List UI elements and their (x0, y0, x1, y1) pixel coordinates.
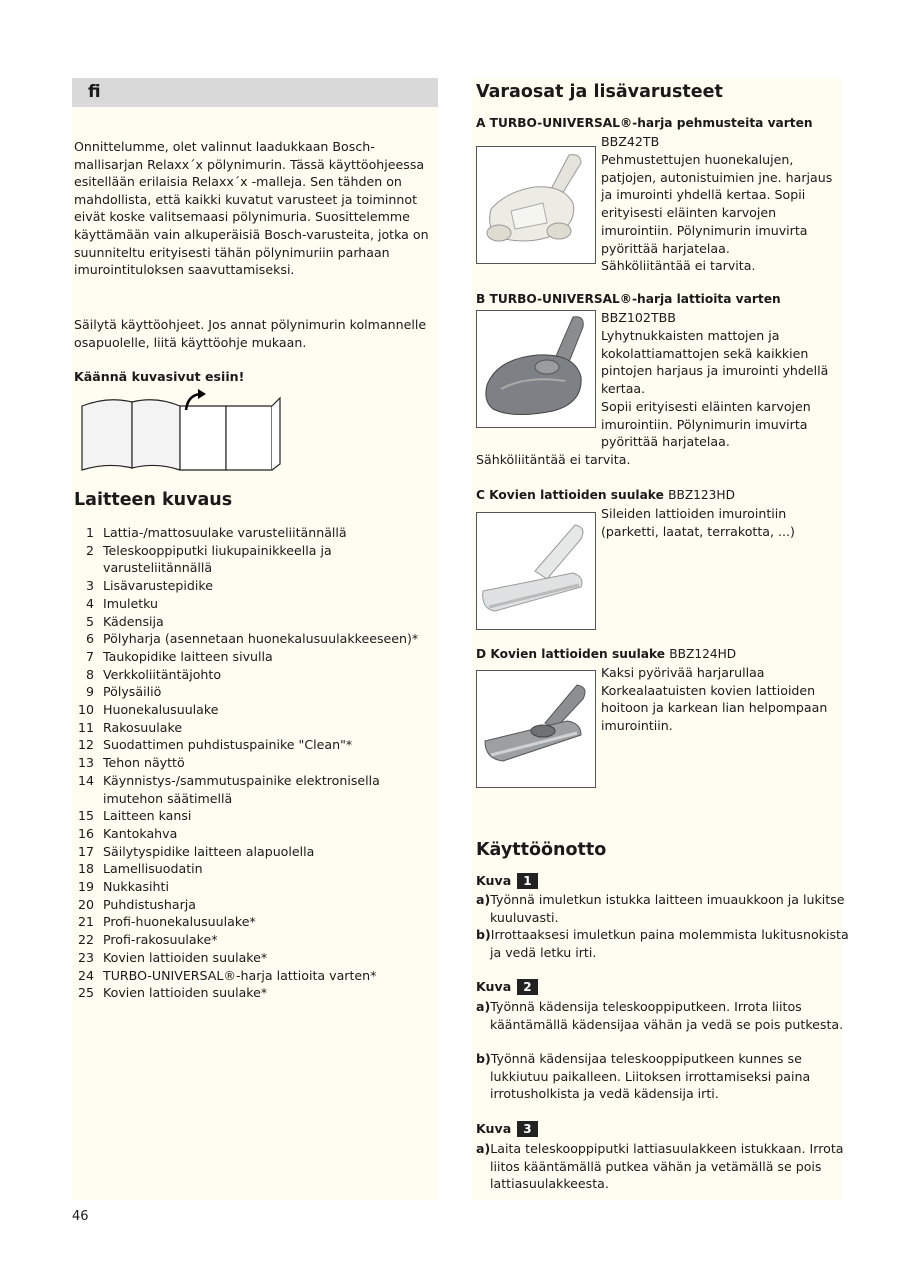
accessory-b-text: Lyhytnukkaisten mattojen ja kokolattiamattojen sekä kaikkien pintojen harjaus ja imurointi yhdellä kertaa. (601, 328, 829, 397)
list-item: 2 Teleskooppiputki liukupainikkeella ja varusteliitännällä (85, 542, 332, 576)
figure-label-text: Kuva (476, 979, 512, 994)
accessory-d-code: BBZ124HD (669, 647, 737, 661)
accessory-d-heading (476, 647, 736, 661)
hard-floor-nozzle-image (476, 512, 596, 630)
figure-2-step-a: a)Työnnä kädensija teleskooppiputkeen. Irrota liitos kääntämällä kädensijaa vähän ja vedä se pois putkesta. (476, 999, 844, 1032)
language-code: fi (88, 82, 101, 102)
accessory-b-text-2: Sopii erityisesti eläinten karvojen imurointiin. Pölynimurin imuvirta pyörittää harjatelaa. (601, 399, 811, 450)
upholstery-brush-image (476, 146, 596, 264)
accessory-c-heading (476, 488, 735, 502)
list-item: 19 Nukkasihti (77, 879, 169, 895)
figure-label-text: Kuva (476, 1121, 512, 1136)
accessory-c-text: Sileiden lattioiden imurointiin (parketti, laatat, terrakotta, ...) (601, 506, 795, 539)
description-title: Laitteen kuvaus (74, 490, 233, 510)
language-bar (72, 78, 438, 107)
intro-paragraph-1: Onnittelumme, olet valinnut laadukkaan Bosch-mallisarjan Relaxx´x pölynimurin. Tässä käyttöohjeessa esitellään erilaisia Relaxx´x -malleja. Sen tähden on mahdollista, että kaikki kuvatut varusteet ja toiminnot eivät koske valitsemaasi pölynimuria. Suosittelemme käyttämään vain alkuperäisiä Bosch-varusteita, jotka on suunniteltu erityisesti tähän pölynimuriin parhaan imurointituloksen saavuttamiseksi. (74, 139, 429, 278)
list-item: 17 Säilytyspidike laitteen alapuolella (77, 843, 315, 859)
figure-2-number: 2 (517, 979, 537, 995)
list-item: 15 Laitteen kansi (77, 808, 192, 824)
accessory-c-code: BBZ123HD (668, 488, 735, 502)
accessory-a-code: BBZ42TB (601, 134, 660, 149)
accessory-d-text: Kaksi pyörivää harjarullaa Korkealaatuisten kovien lattioiden hoitoon ja karkean lian helpompaan imurointiin. (601, 665, 828, 734)
list-item: 12 Suodattimen puhdistuspainike "Clean"* (77, 737, 353, 753)
figure-2-label (476, 979, 538, 995)
list-item: 18 Lamellisuodatin (77, 861, 203, 877)
fold-out-booklet-illustration (78, 388, 284, 474)
page-number: 46 (72, 1209, 89, 1224)
figure-3-number: 3 (517, 1121, 537, 1137)
list-item: 9 Pölysäiliö (85, 684, 162, 700)
accessory-b-heading: B TURBO-UNIVERSAL®-harja lattioita varten (476, 292, 781, 306)
accessory-b-note: Sähköliitäntää ei tarvita. (476, 452, 631, 467)
figure-1-label (476, 873, 538, 889)
parts-list (76, 524, 436, 1002)
list-item: 24 TURBO-UNIVERSAL®-harja lattioita varten* (77, 967, 377, 983)
figure-1-step-b: b)Irrottaaksesi imuletkun paina molemmista lukitusnokista ja vedä letku irti. (476, 927, 849, 960)
list-item: 25 Kovien lattioiden suulake* (77, 985, 268, 1001)
right-column (472, 78, 849, 1200)
list-item: 8 Verkkoliitäntäjohto (85, 666, 222, 682)
hard-floor-nozzle-rollers-image (476, 670, 596, 788)
list-item: 22 Profi-rakosuulake* (77, 932, 218, 948)
left-column (72, 78, 438, 1200)
accessories-title: Varaosat ja lisävarusteet (476, 82, 723, 102)
list-item: 23 Kovien lattioiden suulake* (77, 949, 268, 965)
list-item: 13 Tehon näyttö (77, 755, 185, 771)
list-item: 3 Lisävarustepidike (85, 578, 213, 594)
list-item: 6 Pölyharja (asennetaan huonekalusuulakkeeseen)* (85, 631, 419, 647)
startup-title: Käyttöönotto (476, 840, 607, 860)
accessory-d-heading-label: D Kovien lattioiden suulake (476, 647, 666, 661)
figure-1-number: 1 (517, 873, 537, 889)
accessory-c-heading-label: C Kovien lattioiden suulake (476, 488, 664, 502)
figure-label-text: Kuva (476, 873, 512, 888)
fold-out-label: Käännä kuvasivut esiin! (74, 369, 245, 384)
list-item: 7 Taukopidike laitteen sivulla (85, 648, 273, 664)
list-item: 21 Profi-huonekalusuulake* (77, 914, 256, 930)
intro-paragraph-2: Säilytä käyttöohjeet. Jos annat pölynimurin kolmannelle osapuolelle, liitä käyttöohje mukaan. (74, 317, 427, 350)
floor-turbo-brush-image (476, 310, 596, 428)
list-item: 11 Rakosuulake (77, 719, 183, 735)
list-item: 5 Kädensija (85, 613, 164, 629)
figure-2-step-b: b)Työnnä kädensijaa teleskooppiputkeen kunnes se lukkiutuu paikalleen. Liitoksen irrottamiseksi paina irrotusholkista ja vedä kädensija irti. (476, 1051, 811, 1102)
list-item: 4 Imuletku (85, 595, 159, 611)
list-item: 20 Puhdistusharja (77, 896, 196, 912)
list-item: 14 Käynnistys-/sammutuspainike elektronisella imutehon säätimellä (77, 772, 380, 806)
list-item: 10 Huonekalusuulake (77, 702, 219, 718)
list-item: 16 Kantokahva (77, 825, 178, 841)
accessory-a-note: Sähköliitäntää ei tarvita. (601, 258, 756, 273)
figure-3-step-a: a)Laita teleskooppiputki lattiasuulakkeen istukkaan. Irrota liitos kääntämällä putkea vähän ja vetämällä se pois lattiasuulakkeesta. (476, 1141, 844, 1192)
accessory-a-heading: A TURBO-UNIVERSAL®-harja pehmusteita varten (476, 116, 813, 130)
figure-1-step-a: a)Työnnä imuletkun istukka laitteen imuaukkoon ja lukitse kuuluvasti. (476, 892, 845, 925)
figure-3-label (476, 1121, 538, 1137)
list-item: 1 Lattia-/mattosuulake varusteliitännällä (85, 525, 347, 540)
accessory-b-code: BBZ102TBB (601, 310, 676, 325)
accessory-a-text: Pehmustettujen huonekalujen, patjojen, autonistuimien jne. harjaus ja imurointi yhdellä kertaa. Sopii erityisesti eläinten karvojen imurointiin. Pölynimurin imuvirta pyörittää harjatelaa. (601, 152, 833, 256)
